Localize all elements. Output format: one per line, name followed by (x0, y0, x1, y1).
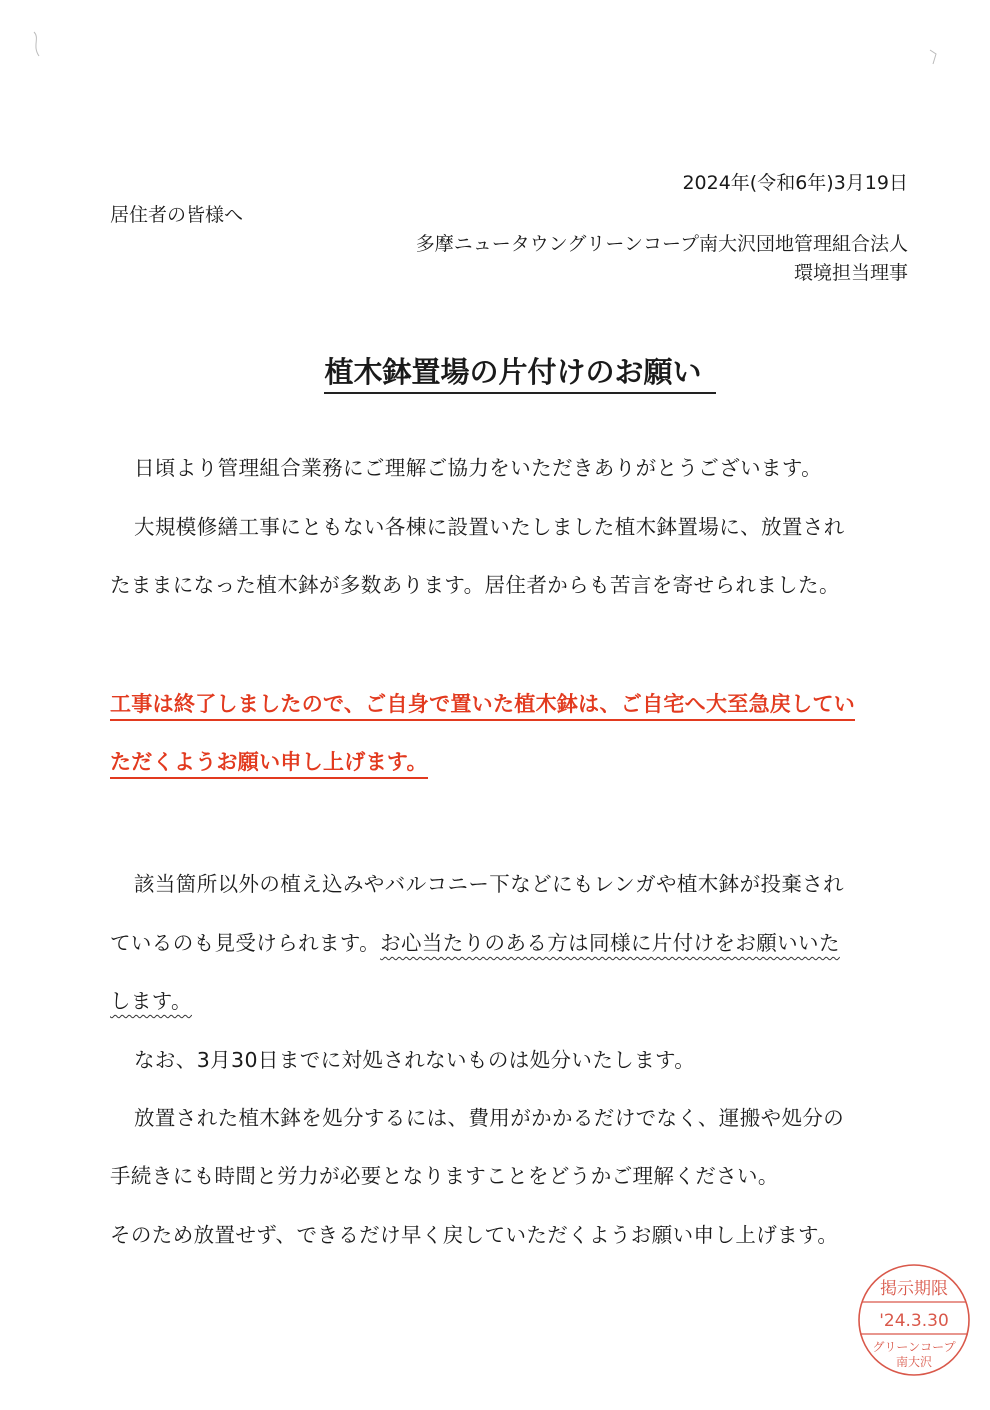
scan-mark (928, 48, 938, 68)
dumping-line2-plain: ているのも見受けられます。 (110, 931, 381, 955)
page-title-text: 植木鉢置場の片付けのお願い (324, 350, 715, 394)
highlight-request-line2 (110, 746, 428, 776)
paragraph-dumping-line2 (110, 926, 840, 956)
sender-role: 環境担当理事 (793, 262, 908, 284)
stamp-org-line1: グリーンコープ (872, 1340, 956, 1354)
highlight-request-line1 (110, 688, 855, 718)
paragraph-closing: そのため放置せず、できるだけ早く戻していただくようお願い申し上げます。 (110, 1223, 839, 1247)
dumping-line2-emphasis: お心当たりのある方は同様に片付けをお願いいた (380, 931, 840, 955)
paragraph-greeting: 日頃より管理組合業務にご理解ご協力をいただきありがとうございます。 (134, 456, 823, 480)
scan-mark (30, 30, 44, 60)
page-title (0, 350, 990, 394)
highlight-request-line1-text: 工事は終了しましたので、ご自身で置いた植木鉢は、ご自宅へ大至急戻してい (110, 692, 855, 721)
paragraph-situation-line1: 大規模修繕工事にともない各棟に設置いたしました植木鉢置場に、放置され (134, 515, 845, 539)
paragraph-cost-line1: 放置された植木鉢を処分するには、費用がかかるだけでなく、運搬や処分の (134, 1106, 845, 1130)
highlight-request-line2-text: ただくようお願い申し上げます。 (110, 750, 428, 779)
stamp-date: '24.3.30 (879, 1311, 949, 1331)
dumping-line3-emphasis: します。 (110, 989, 192, 1013)
stamp-org-line2: 南大沢 (895, 1355, 933, 1369)
posting-deadline-stamp (856, 1262, 972, 1378)
paragraph-cost-line2: 手続きにも時間と労力が必要となりますことをどうかご理解ください。 (110, 1164, 779, 1188)
paragraph-dumping-line3 (110, 984, 192, 1014)
addressee: 居住者の皆様へ (110, 204, 244, 226)
paragraph-situation-line2: たままになった植木鉢が多数あります。居住者からも苦言を寄せられました。 (110, 573, 840, 597)
sender-organization: 多摩ニュータウングリーンコープ南大沢団地管理組合法人 (415, 233, 908, 255)
paragraph-deadline: なお、3月30日までに対処されないものは処分いたします。 (134, 1048, 696, 1072)
document-date: 2024年(令和6年)3月19日 (682, 172, 908, 194)
stamp-label: 掲示期限 (880, 1279, 948, 1299)
paragraph-dumping-line1: 該当箇所以外の植え込みやバルコニー下などにもレンガや植木鉢が投棄され (134, 872, 845, 896)
